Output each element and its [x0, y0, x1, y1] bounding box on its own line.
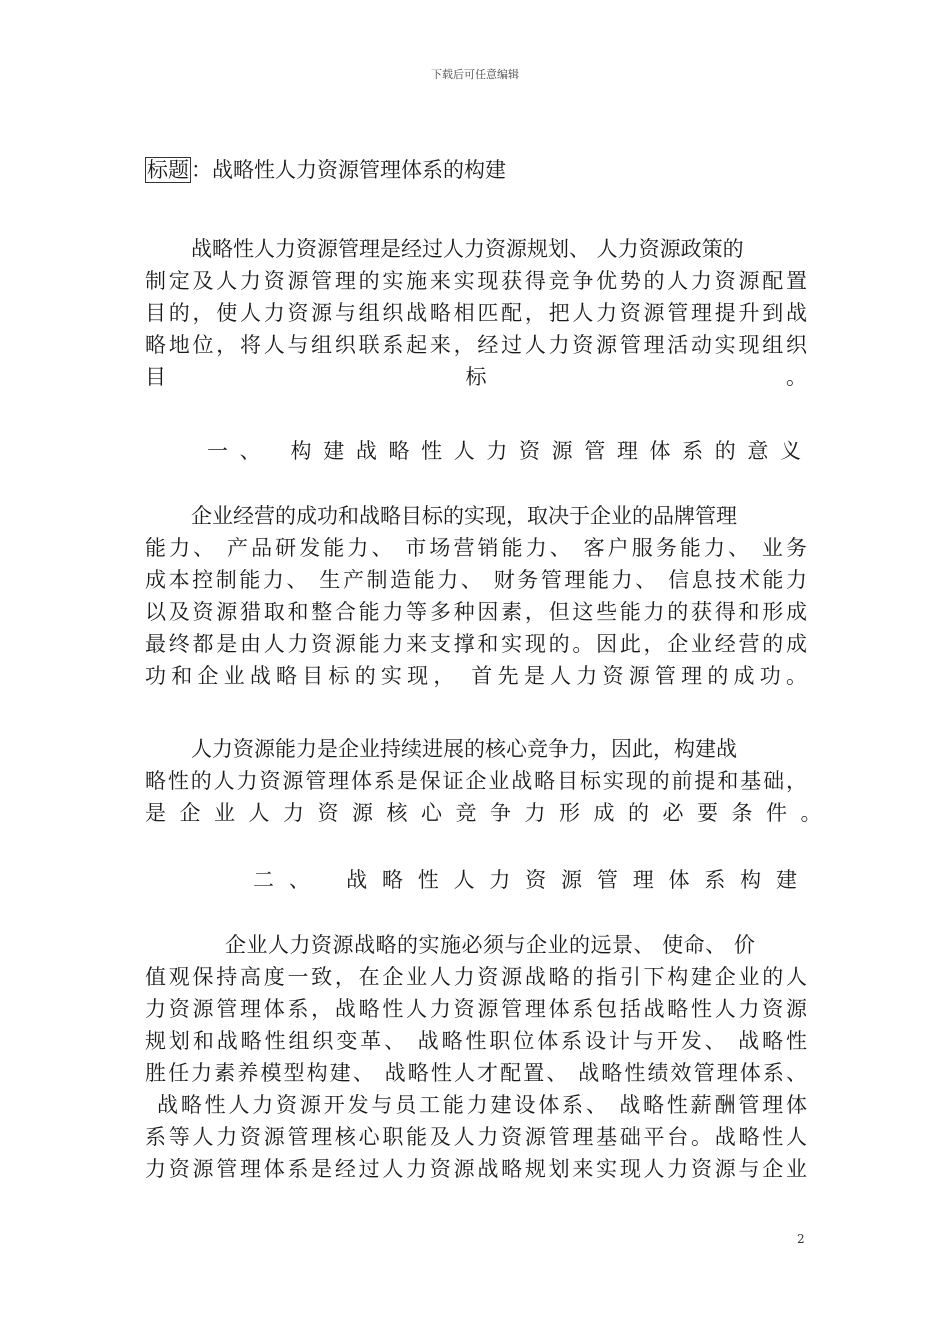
paragraph-1	[145, 233, 807, 393]
paragraph-line: 能力、 产品研发能力、 市场营销能力、 客户服务能力、 业务	[145, 536, 807, 560]
section-heading-text: 一、 构建战略性人力资源管理体系的意义	[207, 439, 807, 463]
paragraph-line: 规划和战略性组织变革、 战略性职位体系设计与开发、 战略性	[145, 1029, 807, 1053]
paragraph-line: 系等人力资源管理核心职能及人力资源管理基础平台。战略性人	[145, 1125, 807, 1149]
section-heading-1	[145, 435, 807, 467]
paragraph-line: 人力资源能力是企业持续进展的核心竞争力，因此，构建战	[191, 737, 737, 761]
paragraph-line: 是企业人力资源核心竞争力形成的必要条件。	[145, 801, 835, 825]
header-note: 下载后可任意编辑	[431, 68, 519, 81]
paragraph-line: 企业经营的成功和战略目标的实现，取决于企业的品牌管理	[191, 504, 737, 528]
paragraph-line: 略性的人力资源管理体系是保证企业战略目标实现的前提和基础，	[145, 769, 807, 793]
paragraph-line: 略地位，将人与组织联系起来，经过人力资源管理活动实现组织	[145, 333, 807, 357]
paragraph-line: 成本控制能力、 生产制造能力、 财务管理能力、 信息技术能力	[145, 568, 807, 592]
paragraph-line: 以及资源猎取和整合能力等多种因素，但这些能力的获得和形成	[145, 600, 807, 624]
paragraph-line: 企业人力资源战略的实施必须与企业的远景、 使命、 价	[225, 933, 756, 957]
paragraph-line: 力资源管理体系是经过人力资源战略规划来实现人力资源与企业	[145, 1157, 807, 1181]
paragraph-line: 最终都是由人力资源能力来支撑和实现的。因此，企业经营的成	[145, 632, 807, 656]
paragraph-line: 力资源管理体系，战略性人力资源管理体系包括战略性人力资源	[145, 997, 807, 1021]
paragraph-line: 值观保持高度一致，在企业人力资源战略的指引下构建企业的人	[145, 965, 807, 989]
title-text: 战略性人力资源管理体系的构建	[212, 158, 506, 182]
paragraph-line: 目 标 。	[145, 365, 807, 389]
title-separator: ：	[191, 158, 212, 182]
paragraph-line: 战略性人力资源开发与员工能力建设体系、 战略性薪酬管理体	[157, 1093, 807, 1117]
paragraph-4	[145, 929, 807, 1185]
section-heading-2	[145, 864, 807, 896]
title-label: 标题	[147, 158, 189, 182]
paragraph-line: 胜任力素养模型构建、 战略性人才配置、 战略性绩效管理体系、	[145, 1061, 807, 1085]
document-title	[145, 156, 506, 184]
paragraph-3	[145, 733, 835, 829]
paragraph-2	[145, 500, 807, 692]
page-number: 2	[797, 1232, 805, 1246]
paragraph-line: 功和企业战略目标的实现， 首先是人力资源管理的成功。	[145, 664, 807, 688]
section-heading-text: 二、 战略性人力资源管理体系构建	[253, 868, 807, 892]
paragraph-line: 目的，使人力资源与组织战略相匹配，把人力资源管理提升到战	[145, 301, 807, 325]
paragraph-line: 战略性人力资源管理是经过人力资源规划、 人力资源政策的	[191, 237, 744, 261]
paragraph-line: 制定及人力资源管理的实施来实现获得竞争优势的人力资源配置	[145, 269, 807, 293]
